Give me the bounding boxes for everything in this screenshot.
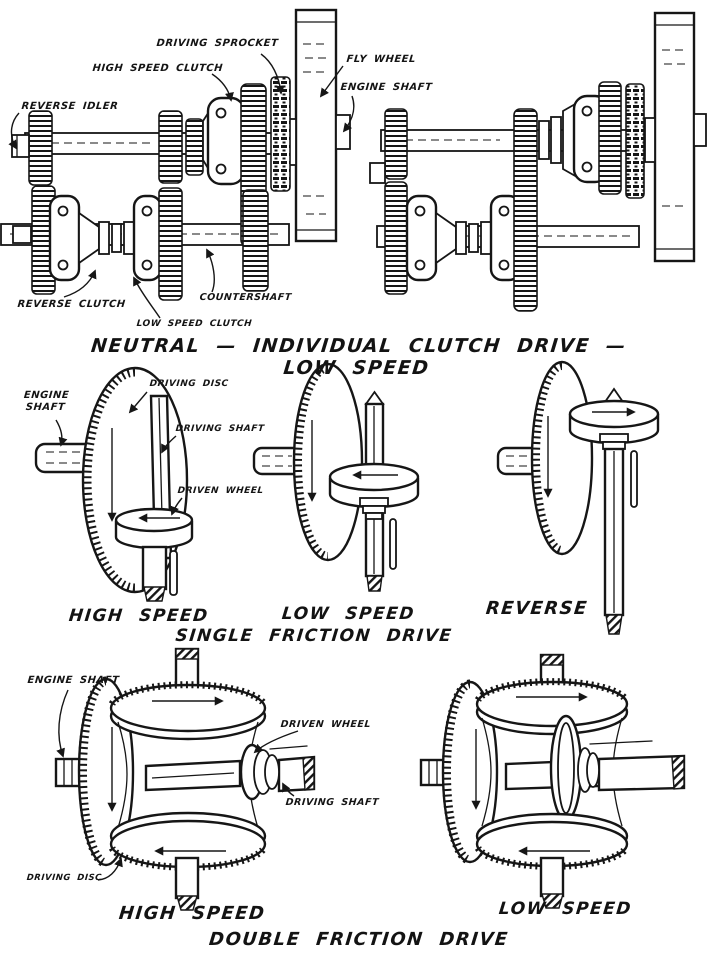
label-driving-shaft-fig3: DRIVING SHAFT <box>285 797 380 808</box>
driven-wheel <box>116 509 192 531</box>
label-driving-disc-fig3: DRIVING DISC <box>26 873 103 883</box>
caption-high-speed-double: HIGH SPEED <box>117 903 267 924</box>
driving-disc <box>532 362 592 554</box>
engine-shaft <box>56 759 81 786</box>
label-driving-sprocket: DRIVING SPROCKET <box>156 38 279 49</box>
engine-shaft-hub <box>336 115 350 149</box>
figure2-caption: SINGLE FRICTION DRIVE <box>174 626 454 646</box>
double-friction-high-speed-diagram <box>56 649 314 910</box>
driven-wheel <box>570 401 658 427</box>
label-high-speed-clutch: HIGH SPEED CLUTCH <box>92 63 224 74</box>
label-fly-wheel: FLY WHEEL <box>346 54 417 65</box>
caption-high-speed-single: HIGH SPEED <box>67 606 210 626</box>
label-engine-shaft-fig1: ENGINE SHAFT <box>340 82 433 93</box>
label-driven-wheel-fig2: DRIVEN WHEEL <box>177 486 265 496</box>
driving-shaft <box>599 756 684 790</box>
label-engine-shaft-fig3: ENGINE SHAFT <box>27 675 120 686</box>
label-reverse-idler: REVERSE IDLER <box>21 101 119 112</box>
label-driving-shaft-fig2: DRIVING SHAFT <box>175 424 265 434</box>
engine-shaft <box>421 760 445 785</box>
double-friction-low-speed-diagram <box>421 655 684 908</box>
label-engine-shaft-fig2: ENGINE SHAFT <box>23 390 70 413</box>
figure3-caption: DOUBLE FRICTION DRIVE <box>208 929 510 950</box>
label-driving-disc-fig2: DRIVING DISC <box>149 379 230 389</box>
caption-low-speed-single: LOW SPEED <box>280 604 416 624</box>
caption-reverse-single: REVERSE <box>484 598 590 619</box>
label-driven-wheel-fig3: DRIVEN WHEEL <box>280 719 372 730</box>
flywheel <box>655 13 694 261</box>
driving-sprocket <box>271 77 290 191</box>
friction-reverse-diagram <box>498 362 658 634</box>
top-driving-disc <box>477 682 627 726</box>
friction-low-speed-diagram <box>254 364 418 591</box>
label-countershaft: COUNTERSHAFT <box>199 292 293 303</box>
label-reverse-clutch: REVERSE CLUTCH <box>17 299 127 310</box>
figure1-caption: NEUTRAL — INDIVIDUAL CLUTCH DRIVE — LOW SPEED <box>89 335 628 379</box>
gearbox-neutral-diagram <box>1 10 350 300</box>
label-low-speed-clutch: LOW SPEED CLUTCH <box>136 319 253 329</box>
driven-wheel <box>330 464 418 490</box>
reverse-idler-gear <box>29 111 52 185</box>
flywheel <box>296 10 336 241</box>
caption-low-speed-double: LOW SPEED <box>497 899 633 919</box>
high-speed-clutch <box>208 98 244 184</box>
gearbox-low-speed-diagram <box>370 13 706 311</box>
